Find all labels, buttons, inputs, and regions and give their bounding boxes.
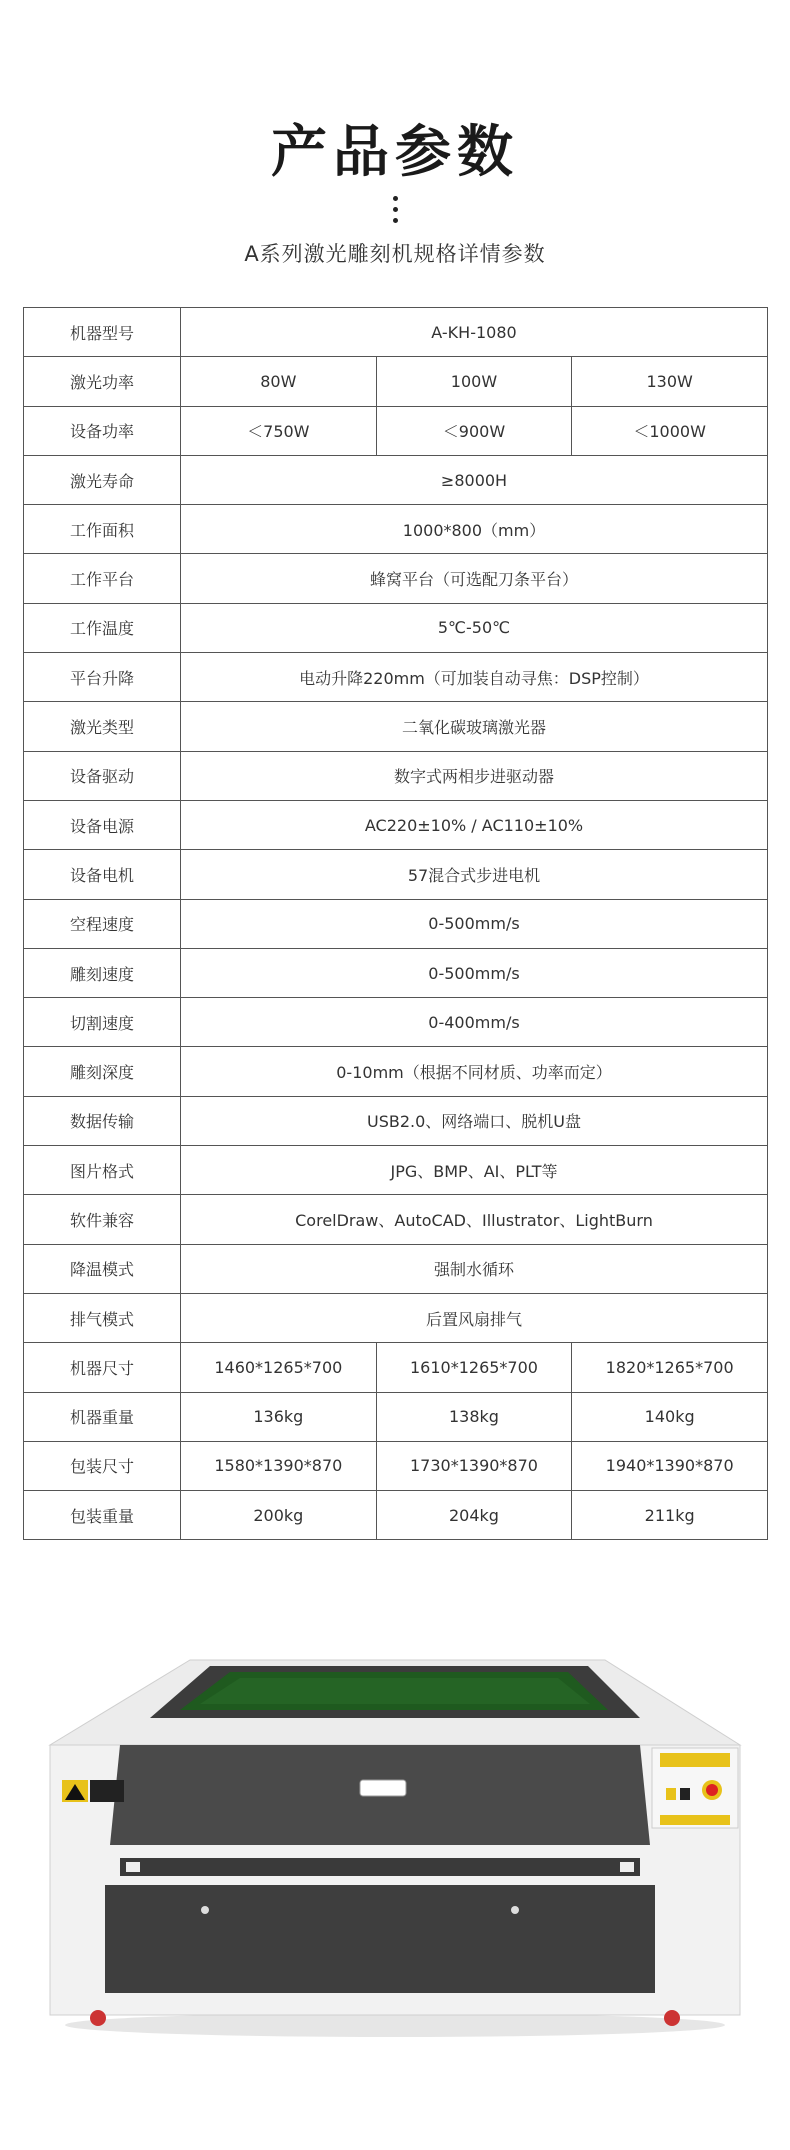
spec-value: ≥8000H: [181, 455, 768, 504]
spec-label: 图片格式: [24, 1146, 181, 1195]
spec-value: 136kg: [181, 1392, 377, 1441]
spec-value: 130W: [572, 357, 768, 406]
spec-value: 57混合式步进电机: [181, 850, 768, 899]
spec-row: [24, 1146, 768, 1195]
spec-row: [24, 357, 768, 406]
spec-label: 雕刻深度: [24, 1047, 181, 1096]
spec-row: [24, 1047, 768, 1096]
spec-label: 设备驱动: [24, 751, 181, 800]
spec-row: [24, 1244, 768, 1293]
spec-label: 包装尺寸: [24, 1441, 181, 1490]
spec-label: 工作平台: [24, 554, 181, 603]
spec-value: 5℃-50℃: [181, 603, 768, 652]
spec-row: [24, 1343, 768, 1392]
spec-label: 雕刻速度: [24, 948, 181, 997]
spec-label: 设备电机: [24, 850, 181, 899]
spec-label: 机器尺寸: [24, 1343, 181, 1392]
spec-row: [24, 455, 768, 504]
spec-label: 设备功率: [24, 406, 181, 455]
spec-label: 排气模式: [24, 1293, 181, 1342]
product-params-header: [0, 0, 790, 300]
spec-label: 设备电源: [24, 800, 181, 849]
spec-value: 二氧化碳玻璃激光器: [181, 702, 768, 751]
spec-row: [24, 603, 768, 652]
spec-value: ＜1000W: [572, 406, 768, 455]
spec-value: 138kg: [376, 1392, 572, 1441]
spec-value: 0-500mm/s: [181, 948, 768, 997]
spec-row: [24, 653, 768, 702]
spec-label: 空程速度: [24, 899, 181, 948]
spec-value: 200kg: [181, 1491, 377, 1540]
spec-label: 包装重量: [24, 1491, 181, 1540]
spec-value: 0-10mm（根据不同材质、功率而定）: [181, 1047, 768, 1096]
spec-value: AC220±10% / AC110±10%: [181, 800, 768, 849]
spec-value: 0-500mm/s: [181, 899, 768, 948]
vertical-dots-divider: [391, 196, 399, 228]
page-title: 产品参数: [271, 120, 519, 185]
spec-row: [24, 948, 768, 997]
spec-label: 平台升降: [24, 653, 181, 702]
spec-row: [24, 1195, 768, 1244]
spec-row: [24, 899, 768, 948]
spec-value: 80W: [181, 357, 377, 406]
spec-label: 工作面积: [24, 505, 181, 554]
spec-label: 机器型号: [24, 308, 181, 357]
spec-value: 100W: [376, 357, 572, 406]
spec-row: [24, 554, 768, 603]
spec-label: 工作温度: [24, 603, 181, 652]
spec-value: 1460*1265*700: [181, 1343, 377, 1392]
spec-label: 软件兼容: [24, 1195, 181, 1244]
laser-engraving-machine-image: [40, 1640, 750, 2040]
page-subtitle: A系列激光雕刻机规格详情参数: [244, 242, 546, 266]
spec-label: 激光寿命: [24, 455, 181, 504]
spec-value: 电动升降220mm（可加装自动寻焦：DSP控制）: [181, 653, 768, 702]
spec-value: 204kg: [376, 1491, 572, 1540]
spec-row: [24, 998, 768, 1047]
spec-value: 1610*1265*700: [376, 1343, 572, 1392]
spec-row: [24, 702, 768, 751]
spec-value: ＜900W: [376, 406, 572, 455]
spec-value: 1580*1390*870: [181, 1441, 377, 1490]
spec-label: 数据传输: [24, 1096, 181, 1145]
spec-row: [24, 308, 768, 357]
spec-row: [24, 1096, 768, 1145]
spec-value: CorelDraw、AutoCAD、Illustrator、LightBurn: [181, 1195, 768, 1244]
spec-row: [24, 1441, 768, 1490]
spec-value: 211kg: [572, 1491, 768, 1540]
spec-value: 1820*1265*700: [572, 1343, 768, 1392]
spec-value: ＜750W: [181, 406, 377, 455]
spec-row: [24, 1293, 768, 1342]
spec-value: JPG、BMP、AI、PLT等: [181, 1146, 768, 1195]
spec-row: [24, 800, 768, 849]
spec-value: 蜂窝平台（可选配刀条平台）: [181, 554, 768, 603]
spec-label: 激光类型: [24, 702, 181, 751]
spec-value: 140kg: [572, 1392, 768, 1441]
spec-label: 切割速度: [24, 998, 181, 1047]
spec-row: [24, 1491, 768, 1540]
spec-row: [24, 1392, 768, 1441]
spec-value: 1730*1390*870: [376, 1441, 572, 1490]
spec-row: [24, 751, 768, 800]
spec-row: [24, 505, 768, 554]
spec-value: USB2.0、网络端口、脱机U盘: [181, 1096, 768, 1145]
spec-label: 机器重量: [24, 1392, 181, 1441]
spec-label: 降温模式: [24, 1244, 181, 1293]
spec-row: [24, 406, 768, 455]
spec-table: [23, 307, 768, 1540]
spec-value: A-KH-1080: [181, 308, 768, 357]
spec-value: 1940*1390*870: [572, 1441, 768, 1490]
spec-value: 1000*800（mm）: [181, 505, 768, 554]
spec-value: 数字式两相步进驱动器: [181, 751, 768, 800]
spec-value: 0-400mm/s: [181, 998, 768, 1047]
spec-value: 强制水循环: [181, 1244, 768, 1293]
spec-row: [24, 850, 768, 899]
spec-label: 激光功率: [24, 357, 181, 406]
spec-value: 后置风扇排气: [181, 1293, 768, 1342]
